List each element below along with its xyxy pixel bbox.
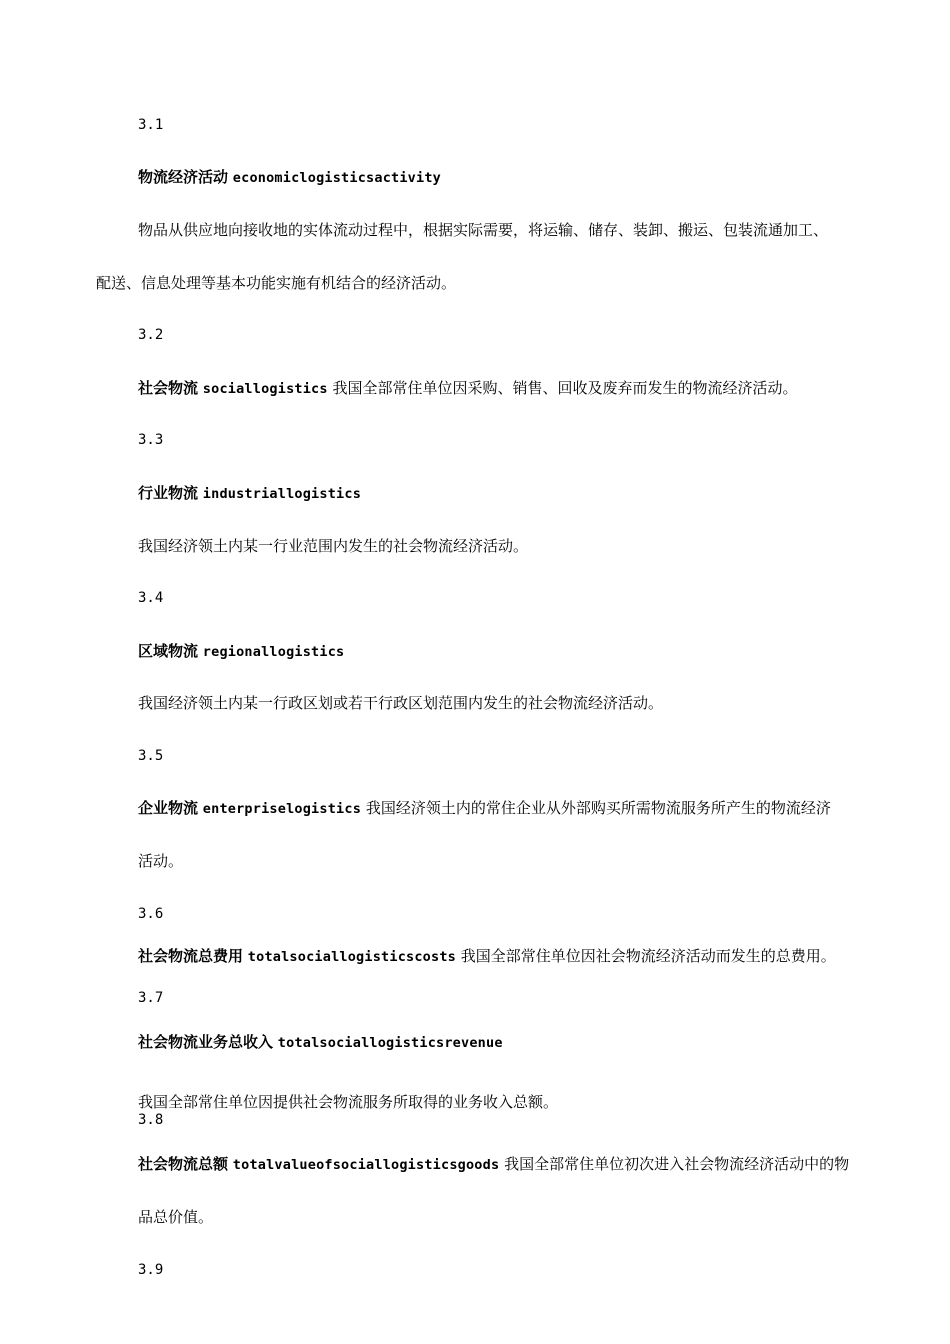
term-chinese: 区域物流: [138, 642, 199, 660]
term-english: enterpriselogistics: [202, 801, 362, 817]
definition-text: 配送、信息处理等基本功能实施有机结合的经济活动。: [96, 274, 457, 292]
term-heading: [138, 1154, 849, 1175]
term-chinese: 社会物流总额: [138, 1155, 229, 1173]
term-chinese: 社会物流业务总收入: [138, 1033, 274, 1051]
section-number: 3.8: [138, 1112, 164, 1128]
term-chinese: 企业物流: [138, 799, 199, 817]
definition-text: 我国全部常住单位因采购、销售、回收及废弃而发生的物流经济活动。: [332, 379, 798, 397]
definition-text: 我国全部常住单位因提供社会物流服务所取得的业务收入总额。: [138, 1093, 559, 1111]
term-heading: [138, 167, 441, 188]
term-heading: [138, 378, 798, 399]
term-english: totalsociallogisticsrevenue: [277, 1035, 503, 1051]
section-number: 3.9: [138, 1262, 164, 1278]
section-number: 3.3: [138, 432, 164, 448]
term-english: totalvalueofsociallogisticsgoods: [232, 1157, 500, 1173]
definition-text: 我国全部常住单位因社会物流经济活动而发生的总费用。: [460, 947, 836, 965]
definition-text: 物品从供应地向接收地的实体流动过程中，根据实际需要，将运输、储存、装卸、搬运、包装流通加工、: [138, 221, 829, 239]
section-number: 3.7: [138, 990, 164, 1006]
term-english: sociallogistics: [202, 381, 328, 397]
term-heading: [138, 946, 836, 967]
term-heading: [138, 1032, 503, 1053]
term-heading: [138, 483, 361, 504]
term-chinese: 社会物流: [138, 379, 199, 397]
term-english: regionallogistics: [202, 644, 345, 660]
term-chinese: 物流经济活动: [138, 168, 229, 186]
term-english: industriallogistics: [202, 486, 362, 502]
term-heading: [138, 798, 831, 819]
term-chinese: 行业物流: [138, 484, 199, 502]
section-number: 3.5: [138, 748, 164, 764]
definition-text: 我国经济领土内某一行政区划或若干行政区划范围内发生的社会物流经济活动。: [138, 694, 664, 712]
definition-text: 我国经济领土内某一行业范围内发生的社会物流经济活动。: [138, 537, 529, 555]
definition-text: 活动。: [138, 852, 184, 870]
term-heading: [138, 641, 344, 662]
section-number: 3.6: [138, 906, 164, 922]
section-number: 3.4: [138, 590, 164, 606]
definition-text: 品总价值。: [138, 1208, 214, 1226]
definition-text: 我国全部常住单位初次进入社会物流经济活动中的物: [504, 1155, 850, 1173]
section-number: 3.2: [138, 327, 164, 343]
definition-text: 我国经济领土内的常住企业从外部购买所需物流服务所产生的物流经济: [365, 799, 831, 817]
term-english: economiclogisticsactivity: [232, 170, 441, 186]
term-chinese: 社会物流总费用: [138, 947, 244, 965]
section-number: 3.1: [138, 117, 164, 133]
term-english: totalsociallogisticscosts: [247, 949, 456, 965]
